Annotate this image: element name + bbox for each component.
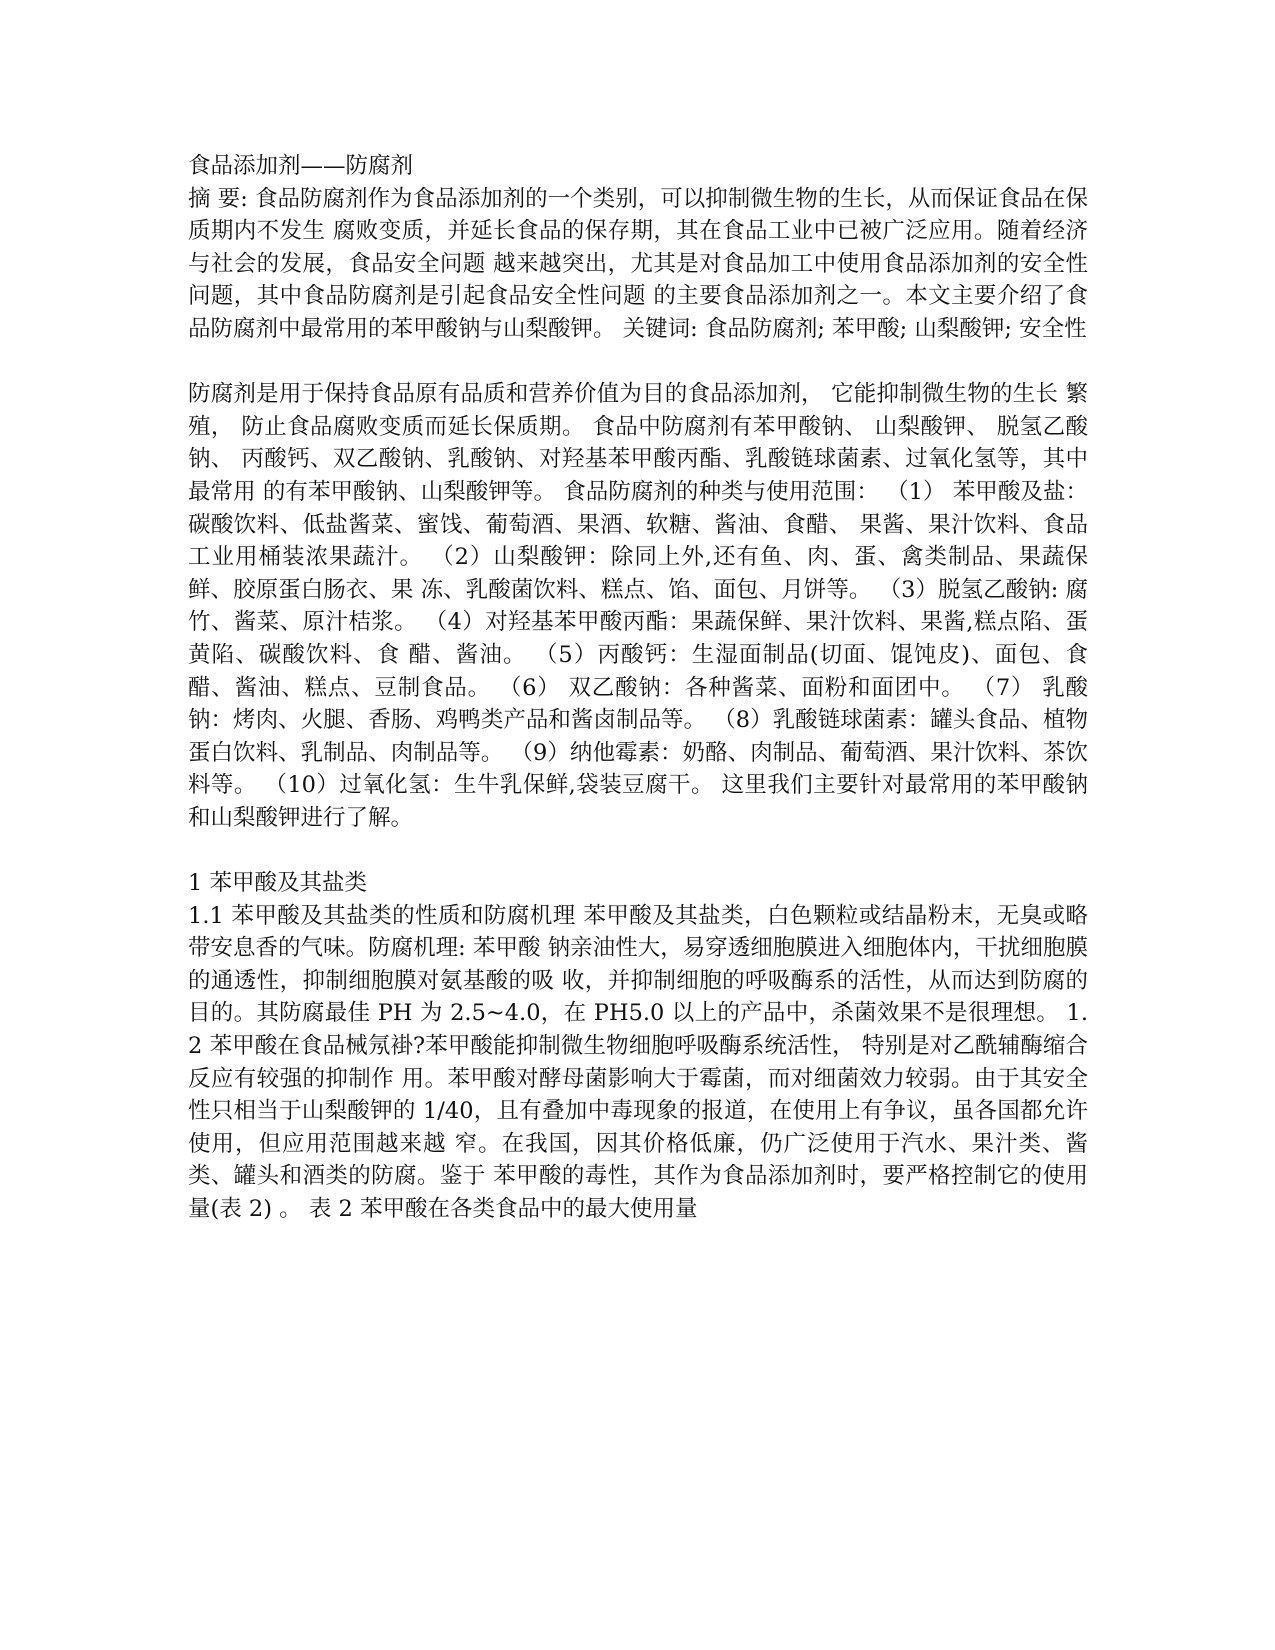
paragraph-gap [188,346,1088,379]
section-1-heading: 1 苯甲酸及其盐类 [188,870,367,897]
document-title: 食品添加剂——防腐剂 [188,153,414,179]
document-body [188,150,1088,1226]
intro-paragraph: 防腐剂是用于保持食品原有品质和营养价值为目的食品添加剂， 它能抑制微生物的生长 繁殖， 防止食品腐败变质而延长保质期。 食品中防腐剂有苯甲酸钠、 山梨酸钾、 脱氢乙酸钠、 丙酸钙、双乙酸钠、乳酸钠、对羟基苯甲酸丙酯、乳酸链球菌素、过氧化氢等，其中最常用 的有苯甲酸钠、山梨酸钾等。 食品防腐剂的种类与使用范围： （1） 苯甲酸及盐：碳酸饮料、低盐酱菜、蜜饯、葡萄酒、果酒、软糖、酱油、食醋、 果酱、果汁饮料、食品工业用桶装浓果蔬汁。 （2）山梨酸钾：除同上外,还有鱼、肉、蛋、禽类制品、果蔬保鲜、胶原蛋白肠衣、果 冻、乳酸菌饮料、糕点、馅、面包、月饼等。 （3）脱氢乙酸钠: 腐竹、酱菜、原汁桔浆。 （4）对羟基苯甲酸丙酯：果蔬保鲜、果汁饮料、果酱,糕点陷、蛋黄陷、碳酸饮料、食 醋、酱油。 （5）丙酸钙：生湿面制品(切面、馄饨皮)、面包、食醋、酱油、糕点、豆制食品。 （6） 双乙酸钠：各种酱菜、面粉和面团中。 （7） 乳酸钠：烤肉、火腿、香肠、鸡鸭类产品和酱卤制品等。 （8）乳酸链球菌素：罐头食品、植物蛋白饮料、乳制品、肉制品等。 （9）纳他霉素：奶酪、肉制品、葡萄酒、果汁饮料、茶饮料等。 （10）过氧化氢：生牛乳保鲜,袋装豆腐干。 这里我们主要针对最常用的苯甲酸钠和山梨酸钾进行了解。 [188,381,1088,831]
section-1-body: 1.1 苯甲酸及其盐类的性质和防腐机理 苯甲酸及其盐类，白色颗粒或结晶粉末，无臭或略带安息香的气味。防腐机理: 苯甲酸 钠亲油性大，易穿透细胞膜进入细胞体内，干扰细胞膜的通透性，抑制细胞膜对氨基酸的吸 收，并抑制细胞的呼吸酶系的活性，从而达到防腐的目的。其防腐最佳 PH 为 2.5~4.0，在 PH5.0 以上的产品中，杀菌效果不是很理想。 1.2 苯甲酸在食品械氖褂?苯甲酸能抑制微生物细胞呼吸酶系统活性， 特别是对乙酰辅酶缩合反应有较强的抑制作 用。苯甲酸对酵母菌影响大于霉菌，而对细菌效力较弱。由于其安全性只相当于山梨酸钾的 1/40，且有叠加中毒现象的报道，在使用上有争议，虽各国都允许使用，但应用范围越来越 窄。在我国，因其价格低廉，仍广泛使用于汽水、果汁类、酱类、罐头和酒类的防腐。鉴于 苯甲酸的毒性，其作为食品添加剂时，要严格控制它的使用量(表 2) 。 表 2 苯甲酸在各类食品中的最大使用量 [188,902,1088,1222]
abstract-paragraph: 摘 要: 食品防腐剂作为食品添加剂的一个类别，可以抑制微生物的生长，从而保证食品在保质期内不发生 腐败变质，并延长食品的保存期，其在食品工业中已被广泛应用。随着经济与社会的发展，食品安全问题 越来越突出，尤其是对食品加工中使用食品添加剂的安全性问题，其中食品防腐剂是引起食品安全性问题 的主要食品添加剂之一。本文主要介绍了食品防腐剂中最常用的苯甲酸钠与山梨酸钾。 关键词: 食品防腐剂; 苯甲酸; 山梨酸钾; 安全性 [188,185,1088,342]
paragraph-gap [188,834,1088,867]
